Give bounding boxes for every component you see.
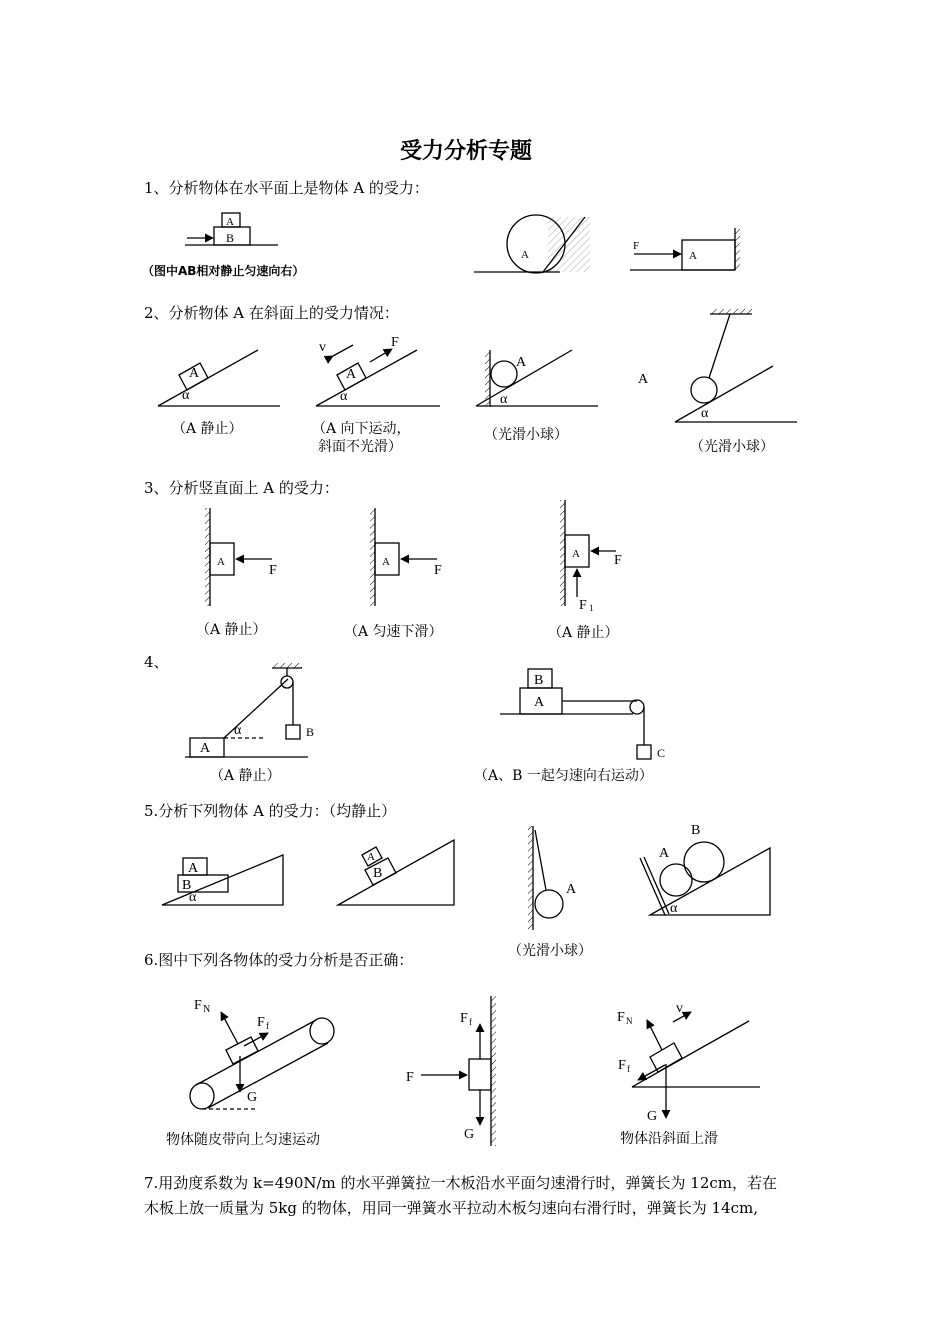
q6-f3-label-fn-sub: N <box>626 1016 633 1026</box>
q5-f2-label-a: A <box>367 851 375 863</box>
block <box>469 1059 491 1090</box>
q6-f2-label-f: F <box>406 1070 414 1085</box>
q3-wall-block-figure-1 <box>205 508 272 606</box>
q4-f1-label-b: B <box>306 725 315 739</box>
q1-ball-incline-figure <box>474 215 590 273</box>
q2-hanging-ball-incline-figure <box>675 309 797 422</box>
q6-wall-block-figure <box>421 996 496 1146</box>
q6-f1-label-g: G <box>247 1090 258 1105</box>
q5-hanging-ball-wall-figure <box>528 826 563 930</box>
q3-f3-label-f: F <box>614 553 622 568</box>
question-4-text: 4、 <box>144 653 169 671</box>
q4-f2-label-c: C <box>657 746 666 760</box>
q5-f4-label-b: B <box>691 823 701 838</box>
q2-f2-label-v: v <box>319 340 326 355</box>
q6-f1-label-ff: F <box>257 1015 265 1030</box>
q4-f1-label-a: A <box>200 741 211 756</box>
q5-f1-label-b: B <box>182 878 192 893</box>
q2-caption-1: （A 静止） <box>172 421 243 437</box>
q5-f4-label-a: A <box>659 846 670 861</box>
question-5-text: 5.分析下列物体 A 的受力：（均静止） <box>144 802 397 820</box>
q6-f3-label-fn: F <box>617 1010 625 1025</box>
q4-table-pulley-figure <box>500 669 651 759</box>
question-2-text: 2、分析物体 A 在斜面上的受力情况： <box>144 304 399 322</box>
q1-label-f: F <box>633 240 640 252</box>
q2-caption-3: （光滑小球） <box>484 427 568 443</box>
q3-f1-label-f: F <box>269 563 277 578</box>
q3-f3-label-f1-sub: 1 <box>589 603 594 613</box>
q5-stacked-incline-figure-2 <box>338 840 454 905</box>
q1-block-label-a: A <box>689 250 697 262</box>
question-1-text: 1、分析物体在水平面上是物体 A 的受力： <box>144 179 429 197</box>
ball-a <box>491 361 517 387</box>
q5-f3-label-a: A <box>566 882 577 897</box>
q3-wall-block-figure-3 <box>560 500 616 606</box>
q6-f2-label-ff-sub: f <box>469 1017 472 1027</box>
q2-f4-label-alpha: α <box>701 406 709 421</box>
q3-f2-label-f: F <box>434 563 442 578</box>
q6-f3-label-g: G <box>647 1109 658 1124</box>
block-c <box>637 745 651 759</box>
q3-f3-label-a: A <box>572 548 580 560</box>
question-7-line-1: 7.用劲度系数为 k=490N/m 的水平弹簧拉一木板沿水平面匀速滑行时，弹簧长为 12cm，若在 <box>144 1174 778 1192</box>
ball-b <box>684 842 724 882</box>
q6-f2-label-ff: F <box>460 1011 468 1026</box>
q2-caption-4: （光滑小球） <box>690 439 774 455</box>
q3-caption-2: （A 匀速下滑） <box>344 624 443 640</box>
pulley <box>630 700 644 714</box>
q2-f3-label-a: A <box>516 355 527 370</box>
q2-f3-label-alpha: α <box>500 392 508 407</box>
q6-caption-1: 物体随皮带向上匀速运动 <box>166 1132 320 1148</box>
roller-bottom <box>190 1083 214 1109</box>
question-3-text: 3、分析竖直面上 A 的受力： <box>144 479 339 497</box>
q2-caption-2b: 斜面不光滑） <box>318 439 402 455</box>
q2-caption-2a: （A 向下运动， <box>312 421 411 437</box>
question-1-note: （图中AB相对静止匀速向右） <box>142 264 305 278</box>
q3-caption-3: （A 静止） <box>548 625 619 641</box>
q4-caption-2: （A、B 一起匀速向右运动） <box>474 768 653 784</box>
q1-ball-label-a: A <box>521 249 529 261</box>
q6-f1-label-ff-sub: f <box>266 1021 269 1031</box>
q6-f2-label-g: G <box>464 1127 475 1142</box>
q3-caption-1: （A 静止） <box>196 622 267 638</box>
q1-label-b: B <box>226 231 235 245</box>
q4-f2-label-a: A <box>534 695 545 710</box>
q2-block-incline-figure-2 <box>316 345 440 406</box>
q5-f1-label-a: A <box>188 861 199 876</box>
q4-caption-1: （A 静止） <box>210 768 281 784</box>
question-7-line-2: 木板上放一质量为 5kg 的物体，用同一弹簧水平拉动木板匀速向右滑行时，弹簧长为 14cm, <box>144 1199 759 1217</box>
ball-a <box>535 890 563 918</box>
q6-f3-label-ff: F <box>618 1058 626 1073</box>
ball-a <box>660 864 692 896</box>
q6-f3-label-ff-sub: f <box>627 1064 630 1074</box>
block-b <box>286 725 300 739</box>
q3-wall-block-figure-2 <box>370 508 437 606</box>
q4-f2-label-b: B <box>534 673 544 688</box>
question-6-text: 6.图中下列各物体的受力分析是否正确： <box>144 951 414 969</box>
q5-caption-3: （光滑小球） <box>508 943 592 959</box>
q5-f4-label-alpha: α <box>670 901 678 916</box>
q6-caption-3: 物体沿斜面上滑 <box>620 1131 718 1147</box>
ball-a <box>691 377 717 403</box>
q3-f3-label-f1: F <box>579 598 587 613</box>
q2-f2-label-f: F <box>391 335 399 350</box>
q4-f1-label-alpha: α <box>234 723 242 738</box>
q3-f1-label-a: A <box>217 556 225 568</box>
q6-incline-slide-figure <box>632 1012 760 1118</box>
q2-ball-wall-incline-figure <box>476 350 598 406</box>
q6-f1-label-fn-sub: N <box>203 1004 211 1015</box>
q6-f1-label-fn: F <box>194 998 202 1013</box>
q1-label-a: A <box>226 216 234 228</box>
q5-f1-label-alpha: α <box>189 890 197 905</box>
q2-block-incline-figure-1 <box>158 350 280 406</box>
q2-f2-label-alpha: α <box>340 389 348 404</box>
q2-f4-label-a: A <box>638 372 649 387</box>
q5-f2-label-b: B <box>373 866 383 881</box>
q2-f1-label-alpha: α <box>182 388 190 403</box>
q6-f3-label-v: v <box>676 1001 683 1016</box>
q2-f2-label-a: A <box>346 367 357 382</box>
q2-f1-label-a: A <box>189 366 200 381</box>
q5-stacked-incline-figure-1 <box>162 855 283 905</box>
q1-block-wall-figure <box>630 228 740 270</box>
page-title: 受力分析专题 <box>400 138 533 164</box>
pulley <box>281 676 293 688</box>
q3-f2-label-a: A <box>382 556 390 568</box>
